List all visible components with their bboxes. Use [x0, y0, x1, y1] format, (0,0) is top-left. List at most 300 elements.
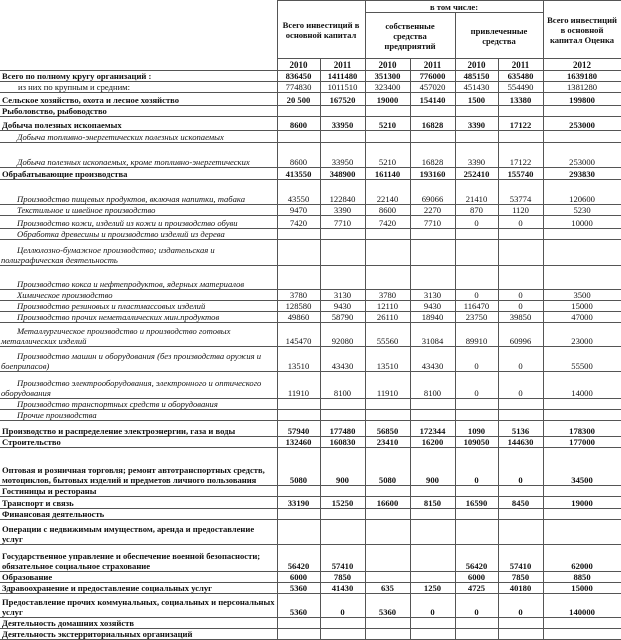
cell-value: 154140 — [410, 93, 455, 106]
row-label: Добыча полезных ископаемых — [0, 117, 277, 131]
cell-value: 1639180 — [543, 71, 621, 82]
header-year: 2010 — [277, 59, 320, 71]
cell-value: 22140 — [365, 180, 410, 205]
cell-value: 3500 — [543, 290, 621, 301]
cell-value — [543, 106, 621, 117]
cell-value — [320, 618, 365, 629]
cell-value: 4725 — [455, 583, 498, 594]
cell-value: 323400 — [365, 82, 410, 93]
cell-value — [365, 486, 410, 497]
cell-value: 16200 — [410, 437, 455, 448]
cell-value: 2270 — [410, 205, 455, 216]
row-label: Обрабатывающие производства — [0, 168, 277, 180]
cell-value — [455, 229, 498, 240]
cell-value — [277, 509, 320, 520]
cell-value — [543, 629, 621, 640]
cell-value — [365, 229, 410, 240]
cell-value — [277, 629, 320, 640]
cell-value — [455, 509, 498, 520]
header-attracted-funds: привлеченные средства — [455, 13, 543, 59]
cell-value: 56420 — [277, 545, 320, 572]
cell-value: 5136 — [498, 421, 543, 437]
cell-value: 16828 — [410, 143, 455, 168]
cell-value: 34500 — [543, 448, 621, 486]
cell-value: 7850 — [320, 572, 365, 583]
cell-value: 0 — [455, 290, 498, 301]
row-label: Рыболовство, рыбоводство — [0, 106, 277, 117]
table-row — [0, 618, 621, 629]
table-row — [0, 216, 621, 229]
cell-value: 16828 — [410, 117, 455, 131]
cell-value — [365, 618, 410, 629]
cell-value: 7710 — [410, 216, 455, 229]
cell-value: 9430 — [320, 301, 365, 312]
cell-value: 13510 — [365, 347, 410, 372]
cell-value: 120600 — [543, 180, 621, 205]
row-label: Добыча топливно-энергетических полезных ископаемых — [0, 131, 277, 143]
table-row — [0, 93, 621, 106]
cell-value: 11910 — [365, 372, 410, 399]
cell-value: 900 — [320, 448, 365, 486]
table-row — [0, 180, 621, 205]
cell-value: 3130 — [320, 290, 365, 301]
cell-value — [543, 520, 621, 545]
cell-value: 0 — [455, 216, 498, 229]
row-label: Транспорт и связь — [0, 497, 277, 509]
cell-value — [455, 486, 498, 497]
cell-value: 177480 — [320, 421, 365, 437]
cell-value — [455, 629, 498, 640]
row-label: Обработка древесины и производство изделий из дерева — [0, 229, 277, 240]
cell-value: 172344 — [410, 421, 455, 437]
cell-value — [277, 410, 320, 421]
cell-value — [498, 240, 543, 266]
cell-value: 16600 — [365, 497, 410, 509]
cell-value — [455, 399, 498, 410]
row-label: Производство машин и оборудования (без производства оружия и боеприпасов) — [0, 347, 277, 372]
cell-value: 5210 — [365, 143, 410, 168]
cell-value: 8150 — [410, 497, 455, 509]
cell-value — [455, 410, 498, 421]
cell-value — [277, 520, 320, 545]
cell-value — [277, 399, 320, 410]
cell-value — [320, 399, 365, 410]
row-label: Производство пищевых продуктов, включая напитки, табака — [0, 180, 277, 205]
cell-value: 8450 — [498, 497, 543, 509]
cell-value: 6000 — [277, 572, 320, 583]
cell-value: 128580 — [277, 301, 320, 312]
cell-value: 635480 — [498, 71, 543, 82]
cell-value: 8600 — [277, 117, 320, 131]
cell-value — [410, 520, 455, 545]
cell-value — [498, 106, 543, 117]
cell-value: 0 — [498, 448, 543, 486]
cell-value — [543, 131, 621, 143]
cell-value: 177000 — [543, 437, 621, 448]
cell-value — [277, 131, 320, 143]
cell-value: 43430 — [320, 347, 365, 372]
cell-value — [455, 618, 498, 629]
table-row — [0, 323, 621, 347]
cell-value: 20 500 — [277, 93, 320, 106]
row-label: Химическое производство — [0, 290, 277, 301]
cell-value — [498, 131, 543, 143]
cell-value — [543, 229, 621, 240]
cell-value: 56850 — [365, 421, 410, 437]
cell-value: 31084 — [410, 323, 455, 347]
cell-value: 413550 — [277, 168, 320, 180]
table-row — [0, 545, 621, 572]
cell-value: 122840 — [320, 180, 365, 205]
cell-value: 774830 — [277, 82, 320, 93]
cell-value — [365, 509, 410, 520]
row-label: Финансовая деятельность — [0, 509, 277, 520]
cell-value — [320, 266, 365, 290]
cell-value — [498, 486, 543, 497]
cell-value: 13380 — [498, 93, 543, 106]
row-label: Производство кожи, изделий из кожи и производство обуви — [0, 216, 277, 229]
cell-value — [410, 486, 455, 497]
cell-value: 0 — [498, 216, 543, 229]
cell-value — [320, 509, 365, 520]
cell-value: 5230 — [543, 205, 621, 216]
table-row — [0, 583, 621, 594]
table-row — [0, 131, 621, 143]
cell-value — [543, 509, 621, 520]
cell-value: 17122 — [498, 143, 543, 168]
cell-value: 160830 — [320, 437, 365, 448]
header-year: 2011 — [410, 59, 455, 71]
cell-value — [543, 618, 621, 629]
row-label: Производство и распределение электроэнергии, газа и воды — [0, 421, 277, 437]
cell-value: 12110 — [365, 301, 410, 312]
cell-value: 55560 — [365, 323, 410, 347]
cell-value: 0 — [498, 290, 543, 301]
cell-value: 7850 — [498, 572, 543, 583]
cell-value — [365, 106, 410, 117]
cell-value — [498, 410, 543, 421]
cell-value — [277, 106, 320, 117]
row-label: Сельское хозяйство, охота и лесное хозяйство — [0, 93, 277, 106]
table-row — [0, 82, 621, 93]
table-row — [0, 266, 621, 290]
cell-value: 15000 — [543, 301, 621, 312]
cell-value — [455, 266, 498, 290]
cell-value — [543, 240, 621, 266]
cell-value: 43430 — [410, 347, 455, 372]
table-row — [0, 312, 621, 323]
cell-value: 33950 — [320, 143, 365, 168]
cell-value: 62000 — [543, 545, 621, 572]
cell-value: 1500 — [455, 93, 498, 106]
cell-value — [410, 266, 455, 290]
cell-value: 1250 — [410, 583, 455, 594]
header-own-funds: собственные средства предприятий — [365, 13, 455, 59]
cell-value: 199800 — [543, 93, 621, 106]
row-label: Производство резиновых и пластмассовых изделий — [0, 301, 277, 312]
table-row — [0, 629, 621, 640]
cell-value — [543, 486, 621, 497]
cell-value — [410, 410, 455, 421]
header-year: 2011 — [498, 59, 543, 71]
cell-value: 193160 — [410, 168, 455, 180]
cell-value: 60996 — [498, 323, 543, 347]
cell-value: 253000 — [543, 143, 621, 168]
table-row — [0, 594, 621, 618]
cell-value: 0 — [455, 448, 498, 486]
table-body — [0, 71, 621, 640]
cell-value: 0 — [498, 594, 543, 618]
cell-value — [455, 131, 498, 143]
cell-value: 23000 — [543, 323, 621, 347]
cell-value: 26110 — [365, 312, 410, 323]
cell-value — [365, 410, 410, 421]
cell-value: 0 — [498, 372, 543, 399]
table-row — [0, 301, 621, 312]
header-year: 2010 — [365, 59, 410, 71]
header-total-estimate: Всего инвестиций в основной капитал Оценка — [543, 1, 621, 59]
row-label: Производство кокса и нефтепродуктов, ядерных материалов — [0, 266, 277, 290]
cell-value: 1381280 — [543, 82, 621, 93]
cell-value: 0 — [498, 301, 543, 312]
cell-value: 5080 — [365, 448, 410, 486]
cell-value — [320, 131, 365, 143]
cell-value: 8100 — [410, 372, 455, 399]
cell-value: 3390 — [320, 205, 365, 216]
cell-value — [410, 399, 455, 410]
cell-value: 3130 — [410, 290, 455, 301]
cell-value: 348900 — [320, 168, 365, 180]
row-label: Оптовая и розничная торговля; ремонт автотранспортных средств, мотоциклов, бытовых изделий и предметов личного пользования — [0, 448, 277, 486]
table-header — [0, 1, 621, 71]
table-row — [0, 347, 621, 372]
header-year: 2010 — [455, 59, 498, 71]
cell-value: 3390 — [455, 143, 498, 168]
table-row — [0, 520, 621, 545]
cell-value: 40180 — [498, 583, 543, 594]
cell-value — [410, 229, 455, 240]
cell-value: 89910 — [455, 323, 498, 347]
cell-value: 7420 — [365, 216, 410, 229]
cell-value — [498, 629, 543, 640]
cell-value: 5360 — [365, 594, 410, 618]
cell-value — [365, 545, 410, 572]
cell-value — [320, 629, 365, 640]
header-blank-corner — [0, 1, 277, 71]
cell-value: 8600 — [365, 205, 410, 216]
cell-value — [277, 266, 320, 290]
cell-value: 16590 — [455, 497, 498, 509]
cell-value — [365, 572, 410, 583]
cell-value: 144630 — [498, 437, 543, 448]
cell-value: 19000 — [365, 93, 410, 106]
table-row — [0, 509, 621, 520]
cell-value — [320, 410, 365, 421]
table-row — [0, 106, 621, 117]
cell-value: 5360 — [277, 583, 320, 594]
cell-value: 167520 — [320, 93, 365, 106]
cell-value: 1120 — [498, 205, 543, 216]
cell-value: 33190 — [277, 497, 320, 509]
cell-value: 92080 — [320, 323, 365, 347]
cell-value — [320, 240, 365, 266]
cell-value: 21410 — [455, 180, 498, 205]
cell-value: 58790 — [320, 312, 365, 323]
cell-value — [277, 618, 320, 629]
cell-value: 1090 — [455, 421, 498, 437]
cell-value: 8600 — [277, 143, 320, 168]
cell-value: 55500 — [543, 347, 621, 372]
cell-value: 10000 — [543, 216, 621, 229]
cell-value — [498, 618, 543, 629]
cell-value: 69066 — [410, 180, 455, 205]
table-row — [0, 205, 621, 216]
header-year: 2011 — [320, 59, 365, 71]
cell-value — [455, 240, 498, 266]
cell-value: 15250 — [320, 497, 365, 509]
cell-value: 57410 — [320, 545, 365, 572]
cell-value: 23750 — [455, 312, 498, 323]
cell-value: 900 — [410, 448, 455, 486]
cell-value: 6000 — [455, 572, 498, 583]
cell-value — [320, 106, 365, 117]
cell-value — [410, 545, 455, 572]
row-label: Строительство — [0, 437, 277, 448]
cell-value — [410, 509, 455, 520]
table-row — [0, 229, 621, 240]
row-label: Предоставление прочих коммунальных, социальных и персональных услуг — [0, 594, 277, 618]
cell-value — [498, 509, 543, 520]
table-row — [0, 117, 621, 131]
cell-value: 0 — [320, 594, 365, 618]
table-row — [0, 572, 621, 583]
cell-value: 870 — [455, 205, 498, 216]
cell-value — [365, 266, 410, 290]
cell-value — [455, 106, 498, 117]
table-row — [0, 372, 621, 399]
cell-value — [498, 399, 543, 410]
table-row — [0, 290, 621, 301]
row-label: Производство электрооборудования, электронного и оптического оборудования — [0, 372, 277, 399]
cell-value: 554490 — [498, 82, 543, 93]
cell-value: 3780 — [365, 290, 410, 301]
cell-value: 57940 — [277, 421, 320, 437]
row-label: Деятельность экстерриториальных организаций — [0, 629, 277, 640]
cell-value: 451430 — [455, 82, 498, 93]
cell-value — [320, 486, 365, 497]
table-row — [0, 143, 621, 168]
row-label: Образование — [0, 572, 277, 583]
cell-value: 485150 — [455, 71, 498, 82]
cell-value: 0 — [455, 347, 498, 372]
cell-value — [543, 399, 621, 410]
row-label: Прочие производства — [0, 410, 277, 421]
cell-value: 8850 — [543, 572, 621, 583]
header-year: 2012 — [543, 59, 621, 71]
cell-value — [498, 266, 543, 290]
table-row — [0, 399, 621, 410]
cell-value: 14000 — [543, 372, 621, 399]
cell-value: 253000 — [543, 117, 621, 131]
row-label: Операции с недвижимым имуществом, аренда и предоставление услуг — [0, 520, 277, 545]
cell-value: 17122 — [498, 117, 543, 131]
cell-value: 457020 — [410, 82, 455, 93]
cell-value: 1411480 — [320, 71, 365, 82]
cell-value: 635 — [365, 583, 410, 594]
cell-value — [277, 229, 320, 240]
cell-value: 8100 — [320, 372, 365, 399]
cell-value: 3780 — [277, 290, 320, 301]
cell-value: 145470 — [277, 323, 320, 347]
table-row — [0, 486, 621, 497]
cell-value: 116470 — [455, 301, 498, 312]
cell-value: 18940 — [410, 312, 455, 323]
table-row — [0, 437, 621, 448]
cell-value — [543, 410, 621, 421]
cell-value — [410, 240, 455, 266]
cell-value: 13510 — [277, 347, 320, 372]
table-row — [0, 71, 621, 82]
cell-value: 1011510 — [320, 82, 365, 93]
cell-value — [498, 229, 543, 240]
cell-value: 5360 — [277, 594, 320, 618]
cell-value: 155740 — [498, 168, 543, 180]
cell-value — [498, 520, 543, 545]
row-label: Гостиницы и рестораны — [0, 486, 277, 497]
row-label: Текстильное и швейное производство — [0, 205, 277, 216]
cell-value: 33950 — [320, 117, 365, 131]
cell-value: 140000 — [543, 594, 621, 618]
cell-value: 39850 — [498, 312, 543, 323]
cell-value: 3390 — [455, 117, 498, 131]
row-label: из них по крупным и средним: — [0, 82, 277, 93]
row-label: Добыча полезных ископаемых, кроме топливно-энергетических — [0, 143, 277, 168]
cell-value: 9430 — [410, 301, 455, 312]
cell-value — [543, 266, 621, 290]
cell-value: 15000 — [543, 583, 621, 594]
cell-value: 56420 — [455, 545, 498, 572]
row-label: Государственное управление и обеспечение военной безопасности; обязательное социальное страхование — [0, 545, 277, 572]
cell-value: 161140 — [365, 168, 410, 180]
cell-value — [320, 520, 365, 545]
cell-value: 351300 — [365, 71, 410, 82]
table-row — [0, 421, 621, 437]
cell-value: 53774 — [498, 180, 543, 205]
cell-value: 23410 — [365, 437, 410, 448]
cell-value — [365, 629, 410, 640]
cell-value — [410, 618, 455, 629]
cell-value: 19000 — [543, 497, 621, 509]
cell-value — [365, 131, 410, 143]
cell-value: 7710 — [320, 216, 365, 229]
cell-value — [410, 106, 455, 117]
cell-value: 9470 — [277, 205, 320, 216]
table-row — [0, 448, 621, 486]
row-label: Производство транспортных средств и оборудования — [0, 399, 277, 410]
row-label: Деятельность домашних хозяйств — [0, 618, 277, 629]
header-total-investment: Всего инвестиций в основной капитал — [277, 1, 365, 59]
cell-value: 5080 — [277, 448, 320, 486]
cell-value: 11910 — [277, 372, 320, 399]
row-label: Производство прочих неметаллических мин.продуктов — [0, 312, 277, 323]
cell-value — [410, 629, 455, 640]
cell-value: 132460 — [277, 437, 320, 448]
cell-value: 43550 — [277, 180, 320, 205]
table-row — [0, 497, 621, 509]
cell-value: 0 — [455, 372, 498, 399]
cell-value: 836450 — [277, 71, 320, 82]
cell-value — [277, 240, 320, 266]
